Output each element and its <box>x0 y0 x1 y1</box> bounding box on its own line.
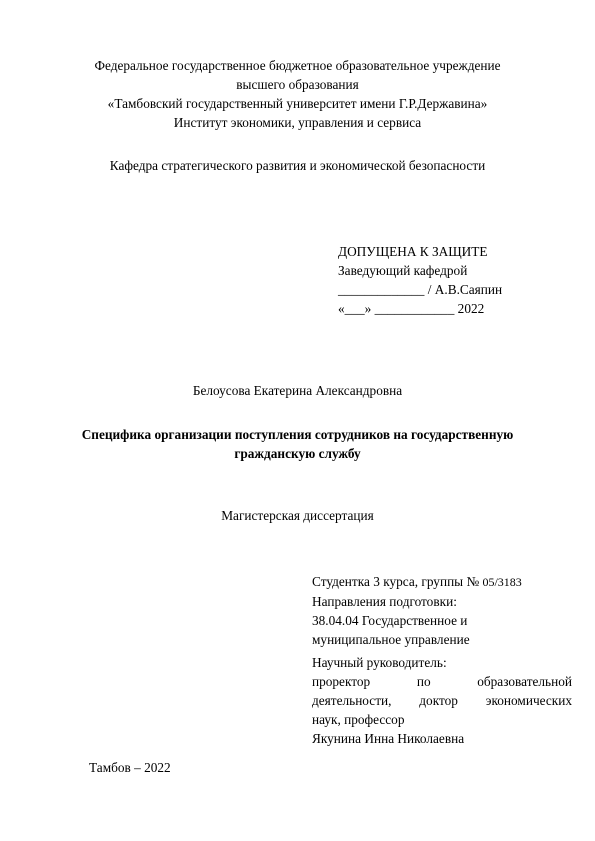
student-group: 05/3183 <box>482 575 522 589</box>
approval-date: «___» ____________ 2022 <box>338 301 485 316</box>
header-line-2: высшего образования <box>236 77 359 92</box>
supervisor-line-1: проректор по образовательной <box>312 674 572 689</box>
supervisor-line-2: деятельности, доктор экономических <box>312 693 572 708</box>
student-line-2: Направления подготовки: <box>312 594 457 609</box>
student-line-3: 38.04.04 Государственное и <box>312 613 468 628</box>
supervisor-block <box>312 653 572 748</box>
approval-signature: _____________ / А.В.Саяпин <box>338 282 503 297</box>
thesis-title-line-2: гражданскую службу <box>234 446 361 461</box>
approval-role: Заведующий кафедрой <box>338 263 468 278</box>
header-line-4: Институт экономики, управления и сервиса <box>173 115 422 130</box>
author-name: Белоусова Екатерина Александровна <box>192 383 403 398</box>
work-type: Магистерская диссертация <box>221 508 374 523</box>
student-line-4: муниципальное управление <box>312 632 470 647</box>
student-line-1 <box>312 572 572 592</box>
thesis-title <box>0 425 595 463</box>
thesis-title-line-1: Специфика организации поступления сотрудников на государственную <box>81 427 514 442</box>
approval-block <box>338 242 502 318</box>
department-name: Кафедра стратегического развития и экономической безопасности <box>109 158 486 173</box>
supervisor-name: Якунина Инна Николаевна <box>312 731 465 746</box>
supervisor-line-3: наук, профессор <box>312 712 405 727</box>
supervisor-label: Научный руководитель: <box>312 655 447 670</box>
header-line-3: «Тамбовский государственный университет имени Г.Р.Державина» <box>107 96 488 111</box>
university-header <box>0 56 595 132</box>
city-year: Тамбов – 2022 <box>89 760 171 775</box>
student-block <box>312 572 572 649</box>
student-course: Студентка 3 курса, группы № <box>312 574 483 589</box>
header-line-1: Федеральное государственное бюджетное образовательное учреждение <box>94 58 501 73</box>
approval-title: ДОПУЩЕНА К ЗАЩИТЕ <box>338 244 488 259</box>
